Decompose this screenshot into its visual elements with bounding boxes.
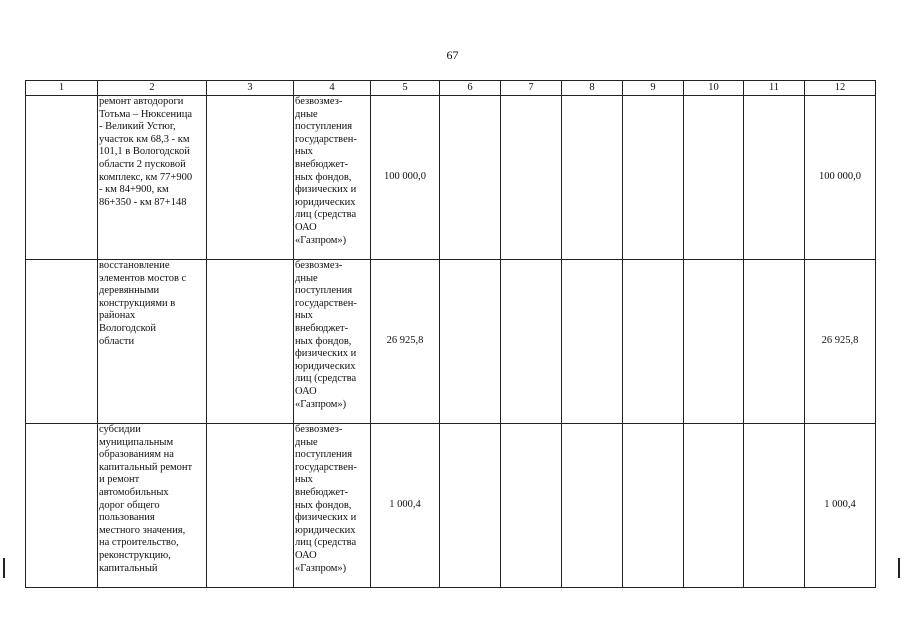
table-cell [562,424,623,588]
table-cell [440,260,501,424]
column-header: 6 [440,81,501,96]
table-cell [501,424,562,588]
table-cell [684,96,744,260]
table-cell-description: ремонт автодороги Тотьма – Нюксеница - Великий Устюг, участок км 68,3 - км 101,1 в Вологодской области 2 пусковой комплекс, км 77+900 - км 84+900, км 86+350 - км 87+148 [98,96,207,260]
table-cell [207,424,294,588]
table-cell [623,260,684,424]
table-cell-amount: 26 925,8 [805,260,876,424]
column-header: 12 [805,81,876,96]
right-margin-mark [898,558,900,578]
table-cell [207,260,294,424]
table-row [26,96,876,260]
table-cell [26,424,98,588]
table-cell [684,424,744,588]
table-cell [440,96,501,260]
table-cell [207,96,294,260]
table-cell-amount: 26 925,8 [371,260,440,424]
column-header: 2 [98,81,207,96]
column-header: 11 [744,81,805,96]
table-cell-funding-source: безвозмез- дные поступления государствен- ных внебюджет- ных фондов, физических и юридических лиц (средства ОАО «Газпром») [294,424,371,588]
table-cell [501,96,562,260]
column-number-row [26,81,876,96]
table-row [26,260,876,424]
table-cell [623,96,684,260]
table-cell [744,96,805,260]
column-header: 5 [371,81,440,96]
column-header: 7 [501,81,562,96]
table-cell [562,260,623,424]
table-cell [623,424,684,588]
table-cell-amount: 100 000,0 [805,96,876,260]
budget-table [25,80,876,588]
table-cell [501,260,562,424]
column-header: 8 [562,81,623,96]
table-cell [26,260,98,424]
table-cell [440,424,501,588]
column-header: 10 [684,81,744,96]
table-row [26,424,876,588]
table-cell-amount: 100 000,0 [371,96,440,260]
column-header: 3 [207,81,294,96]
table-cell [744,260,805,424]
table-cell-amount: 1 000,4 [805,424,876,588]
column-header: 1 [26,81,98,96]
column-header: 4 [294,81,371,96]
table-cell [744,424,805,588]
table-cell [684,260,744,424]
table-cell [562,96,623,260]
table-cell-amount: 1 000,4 [371,424,440,588]
page-number: 67 [446,48,459,62]
table-cell [26,96,98,260]
table-cell-description: субсидии муниципальным образованиям на капитальный ремонт и ремонт автомобильных дорог общего пользования местного значения, на строительство, реконструкцию, капитальный [98,424,207,588]
table-cell-funding-source: безвозмез- дные поступления государствен- ных внебюджет- ных фондов, физических и юридических лиц (средства ОАО «Газпром») [294,96,371,260]
table-cell-funding-source: безвозмез- дные поступления государствен- ных внебюджет- ных фондов, физических и юридических лиц (средства ОАО «Газпром») [294,260,371,424]
table-cell-description: восстановление элементов мостов с деревянными конструкциями в районах Вологодской области [98,260,207,424]
left-margin-mark [3,558,5,578]
column-header: 9 [623,81,684,96]
